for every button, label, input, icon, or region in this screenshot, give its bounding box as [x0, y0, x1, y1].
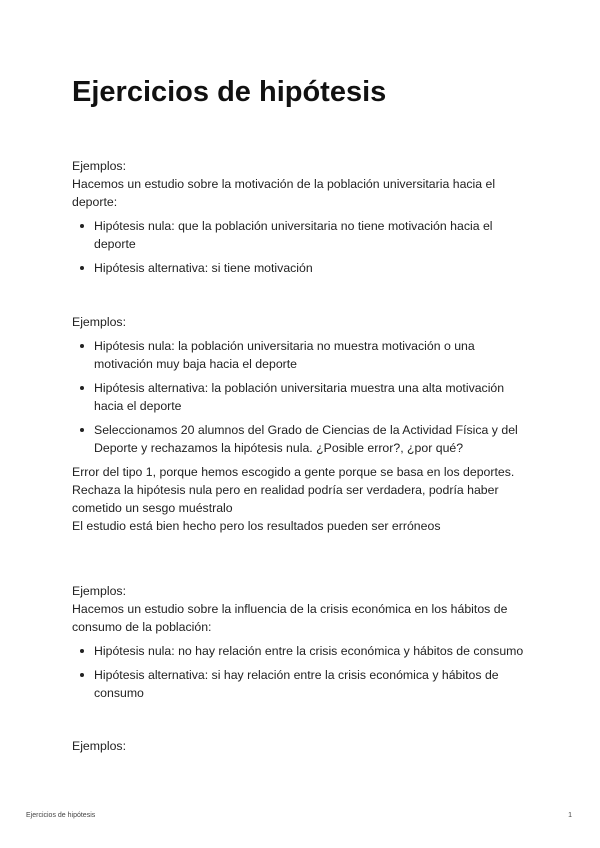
- list-item: Hipótesis alternativa: si hay relación entre la crisis económica y hábitos de consumo: [72, 666, 532, 702]
- section-heading: Ejemplos:: [72, 739, 126, 753]
- list-item: Hipótesis alternativa: si tiene motivación: [72, 259, 532, 277]
- section-4: [72, 737, 532, 755]
- section-2: [72, 313, 532, 535]
- paragraph: Error del tipo 1, porque hemos escogido a gente porque se basa en los deportes.: [72, 465, 515, 479]
- section-3: [72, 582, 532, 708]
- section-1: [72, 157, 532, 283]
- paragraph: El estudio está bien hecho pero los resultados pueden ser erróneos: [72, 519, 441, 533]
- list-item: Hipótesis nula: la población universitaria no muestra motivación o una motivación muy baja hacia el deporte: [72, 337, 532, 373]
- bullet-list: [72, 337, 532, 457]
- list-item: Hipótesis alternativa: la población universitaria muestra una alta motivación hacia el deporte: [72, 379, 532, 415]
- section-intro: Hacemos un estudio sobre la influencia de la crisis económica en los hábitos de consumo de la población:: [72, 602, 508, 634]
- section-heading: Ejemplos:: [72, 315, 126, 329]
- bullet-list: [72, 642, 532, 702]
- footer-title: Ejercicios de hipótesis: [26, 812, 96, 819]
- section-intro: Hacemos un estudio sobre la motivación de la población universitaria hacia el deporte:: [72, 177, 496, 209]
- page-number: 1: [568, 812, 572, 819]
- bullet-list: [72, 217, 532, 277]
- section-heading: Ejemplos:: [72, 159, 126, 173]
- paragraph: Rechaza la hipótesis nula pero en realidad podría ser verdadera, podría haber cometido un sesgo muéstralo: [72, 483, 499, 515]
- list-item: Hipótesis nula: no hay relación entre la crisis económica y hábitos de consumo: [72, 642, 532, 660]
- list-item: Hipótesis nula: que la población universitaria no tiene motivación hacia el deporte: [72, 217, 532, 253]
- section-heading: Ejemplos:: [72, 584, 126, 598]
- page-title: Ejercicios de hipótesis: [72, 76, 387, 108]
- list-item: Seleccionamos 20 alumnos del Grado de Ciencias de la Actividad Física y del Deporte y rechazamos la hipótesis nula. ¿Posible error?, ¿por qué?: [72, 421, 532, 457]
